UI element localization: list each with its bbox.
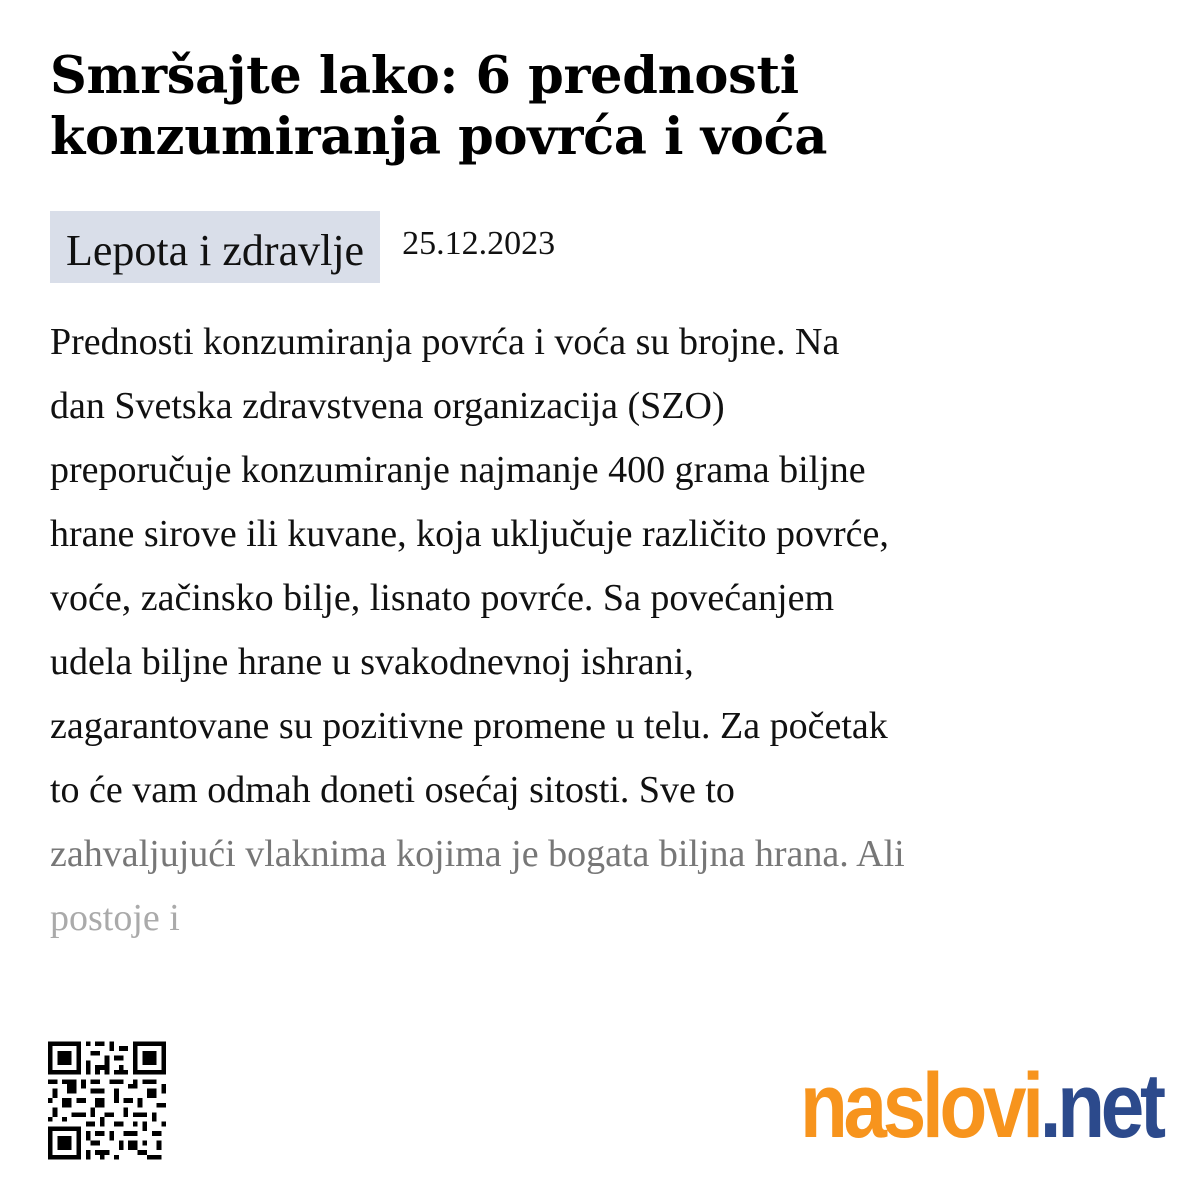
body-line: preporučuje konzumiranje najmanje 400 grama biljne: [50, 449, 866, 491]
qr-code-icon[interactable]: [48, 1038, 166, 1163]
body-line-faded: zahvaljujući vlaknima kojima je bogata biljna hrana. Ali: [50, 833, 905, 875]
body-line: dan Svetska zdravstvena organizacija (SZO): [50, 385, 725, 427]
article-body: [50, 310, 1180, 950]
publish-date: 25.12.2023: [402, 225, 556, 262]
body-line: Prednosti konzumiranja povrća i voća su brojne. Na: [50, 321, 840, 363]
body-line: udela biljne hrane u svakodnevnoj ishrani,: [50, 641, 694, 683]
body-line: zagarantovane su pozitivne promene u telu. Za početak: [50, 705, 888, 747]
naslovi-logo[interactable]: [800, 1055, 1162, 1157]
body-line-faded: postoje i: [50, 897, 180, 939]
article-meta: [50, 211, 555, 283]
category-badge[interactable]: Lepota i zdravlje: [50, 211, 380, 283]
article-title: Smršajte lako: 6 prednosti konzumiranja povrća i voća: [50, 46, 828, 168]
logo-text-naslovi: naslovi: [800, 1055, 1040, 1157]
logo-text-net: .net: [1039, 1055, 1162, 1157]
body-line: hrane sirove ili kuvane, koja uključuje različito povrće,: [50, 513, 889, 555]
body-line: to će vam odmah doneti osećaj sitosti. Sve to: [50, 769, 735, 811]
body-line: voće, začinsko bilje, lisnato povrće. Sa povećanjem: [50, 577, 835, 619]
